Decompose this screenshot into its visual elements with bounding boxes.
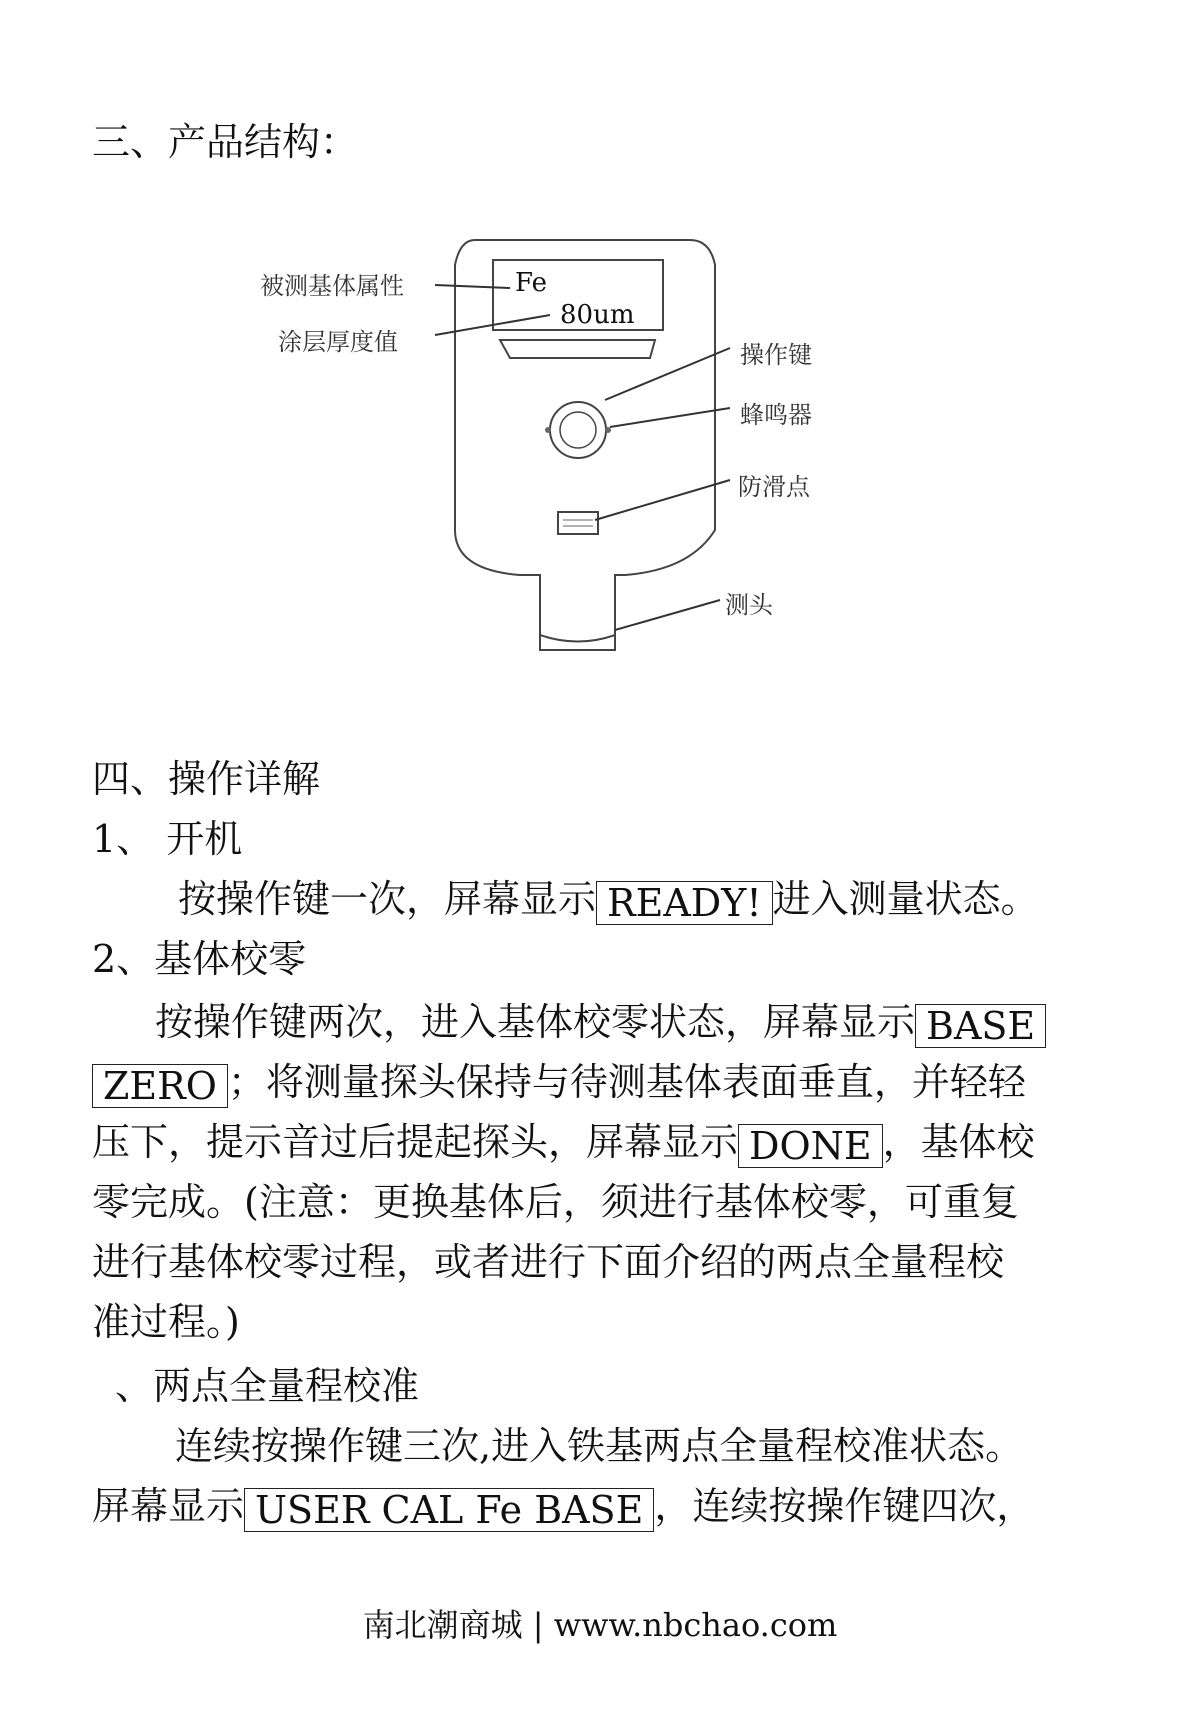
display-user-cal: USER CAL Fe BASE bbox=[244, 1488, 654, 1532]
label-buzzer: 蜂鸣器 bbox=[740, 401, 812, 429]
step1-text bbox=[178, 875, 1039, 925]
step2-line3 bbox=[92, 1118, 1035, 1168]
step3-line2 bbox=[92, 1482, 1034, 1532]
device-diagram bbox=[260, 230, 960, 730]
section-heading-structure: 三、产品结构： bbox=[92, 120, 359, 164]
step2-line4: 零完成。(注意：更换基体后，须进行基体校零，可重复 bbox=[92, 1180, 1019, 1224]
step2-line6: 准过程。) bbox=[92, 1300, 240, 1344]
label-antislip: 防滑点 bbox=[738, 473, 810, 501]
label-probe: 测头 bbox=[725, 591, 773, 619]
display-zero: ZERO bbox=[92, 1064, 228, 1108]
label-substrate: 被测基体属性 bbox=[260, 272, 404, 300]
step1-title: 1、 开机 bbox=[92, 817, 243, 861]
step2-line1 bbox=[155, 998, 1046, 1048]
step2-title: 2、基体校零 bbox=[92, 937, 307, 981]
step1-post: 进入测量状态。 bbox=[772, 877, 1039, 921]
step2-l3-post: ，基体校 bbox=[882, 1120, 1035, 1164]
step2-l2-post: ；将测量探头保持与待测基体表面垂直，并轻轻 bbox=[227, 1060, 1026, 1104]
screen-metal: Fe bbox=[515, 268, 548, 298]
section-heading-operation: 四、操作详解 bbox=[92, 757, 321, 801]
step3-line1: 连续按操作键三次,进入铁基两点全量程校准状态。 bbox=[175, 1424, 1024, 1468]
display-base: BASE bbox=[915, 1004, 1046, 1048]
step2-l1-pre: 按操作键两次，进入基体校零状态，屏幕显示 bbox=[155, 1000, 916, 1044]
step3-l2-post: ，连续按操作键四次， bbox=[654, 1484, 1035, 1528]
step1-pre: 按操作键一次，屏幕显示 bbox=[178, 877, 597, 921]
step2-l3-pre: 压下，提示音过后提起探头，屏幕显示 bbox=[92, 1120, 739, 1164]
display-ready: READY! bbox=[596, 881, 773, 925]
step3-title: 、两点全量程校准 bbox=[115, 1364, 420, 1408]
step2-line2 bbox=[92, 1058, 1026, 1108]
footer-site: 南北潮商城 | www.nbchao.com bbox=[362, 1606, 838, 1644]
step2-line5: 进行基体校零过程，或者进行下面介绍的两点全量程校 bbox=[92, 1240, 1005, 1284]
step3-l2-pre: 屏幕显示 bbox=[92, 1484, 245, 1528]
label-operate-key: 操作键 bbox=[740, 341, 812, 369]
display-done: DONE bbox=[738, 1124, 883, 1168]
label-coating-thickness: 涂层厚度值 bbox=[278, 328, 398, 356]
screen-value: 80um bbox=[560, 300, 635, 330]
